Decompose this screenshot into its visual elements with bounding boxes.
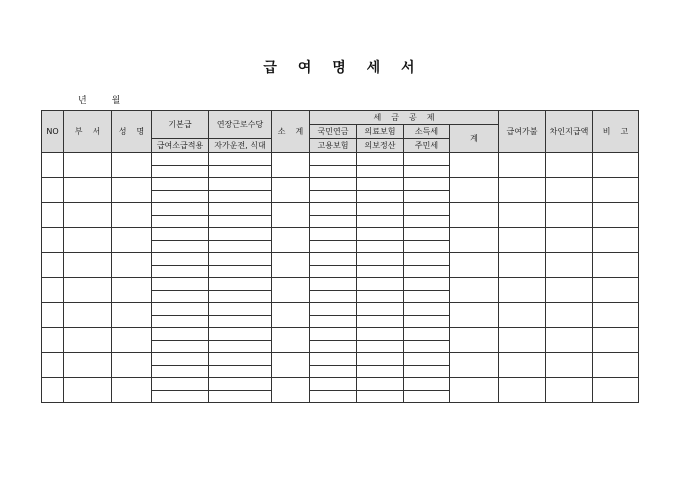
table-row [42, 278, 639, 291]
table-cell[interactable] [272, 178, 310, 203]
table-cell[interactable] [272, 153, 310, 178]
table-cell[interactable] [450, 378, 499, 403]
table-cell[interactable] [310, 203, 357, 216]
table-cell[interactable] [310, 228, 357, 241]
table-cell[interactable] [310, 365, 357, 378]
table-cell[interactable] [209, 253, 272, 266]
table-cell[interactable] [593, 253, 639, 278]
title-char: 급 [263, 60, 279, 76]
col-total: 계 [450, 125, 499, 153]
document-title [0, 57, 680, 77]
table-cell[interactable] [357, 340, 404, 353]
name-char: 명 [136, 127, 145, 136]
table-cell[interactable] [499, 353, 546, 378]
table-row [42, 253, 639, 266]
table-cell[interactable] [112, 153, 152, 178]
table-cell[interactable] [152, 240, 209, 253]
name-char: 성 [118, 127, 127, 136]
table-cell[interactable] [404, 390, 450, 403]
table-cell[interactable] [42, 328, 64, 353]
table-cell[interactable] [546, 303, 593, 328]
table-cell[interactable] [209, 290, 272, 303]
table-cell[interactable] [152, 340, 209, 353]
table-cell[interactable] [209, 278, 272, 291]
table-cell[interactable] [42, 153, 64, 178]
table-cell[interactable] [404, 165, 450, 178]
table-cell[interactable] [272, 303, 310, 328]
table-row [42, 353, 639, 366]
table-cell[interactable] [450, 278, 499, 303]
table-cell[interactable] [152, 178, 209, 191]
col-remarks [593, 111, 639, 153]
table-cell[interactable] [42, 378, 64, 403]
table-cell[interactable] [593, 353, 639, 378]
table-cell[interactable] [310, 278, 357, 291]
col-no: NO [42, 111, 64, 153]
table-cell[interactable] [152, 190, 209, 203]
table-cell[interactable] [152, 253, 209, 266]
table-cell[interactable] [209, 240, 272, 253]
table-row [42, 203, 639, 216]
table-cell[interactable] [404, 365, 450, 378]
table-cell[interactable] [209, 315, 272, 328]
table-cell[interactable] [152, 215, 209, 228]
table-cell[interactable] [357, 215, 404, 228]
table-cell[interactable] [152, 390, 209, 403]
table-cell[interactable] [546, 153, 593, 178]
table-cell[interactable] [42, 303, 64, 328]
col-income-tax: 소득세 [404, 125, 450, 139]
table-cell[interactable] [593, 378, 639, 403]
table-cell[interactable] [64, 278, 112, 303]
table-cell[interactable] [404, 340, 450, 353]
table-cell[interactable] [209, 365, 272, 378]
table-cell[interactable] [499, 253, 546, 278]
table-cell[interactable] [112, 228, 152, 253]
table-cell[interactable] [112, 353, 152, 378]
table-cell[interactable] [593, 303, 639, 328]
col-name [112, 111, 152, 153]
table-cell[interactable] [209, 303, 272, 316]
table-cell[interactable] [357, 290, 404, 303]
table-cell[interactable] [209, 340, 272, 353]
table-cell[interactable] [357, 190, 404, 203]
col-base-pay: 기본급 [152, 111, 209, 139]
table-cell[interactable] [404, 353, 450, 366]
table-cell[interactable] [272, 253, 310, 278]
table-cell[interactable] [152, 353, 209, 366]
table-cell[interactable] [450, 328, 499, 353]
table-cell[interactable] [357, 353, 404, 366]
table-cell[interactable] [42, 253, 64, 278]
table-cell[interactable] [272, 378, 310, 403]
month-label: 월 [111, 96, 121, 106]
col-overtime: 연장근로수당 [209, 111, 272, 139]
table-cell[interactable] [499, 153, 546, 178]
table-cell[interactable] [357, 165, 404, 178]
table-row [42, 153, 639, 166]
table-cell[interactable] [357, 278, 404, 291]
table-cell[interactable] [112, 253, 152, 278]
table-cell[interactable] [42, 278, 64, 303]
table-cell[interactable] [64, 228, 112, 253]
col-meal-allowance: 급여소급적용 [152, 139, 209, 153]
remarks-char: 비 [602, 127, 611, 136]
tax-char: 금 [391, 113, 399, 122]
table-cell[interactable] [357, 365, 404, 378]
table-cell[interactable] [152, 303, 209, 316]
table-cell[interactable] [152, 165, 209, 178]
col-employment: 고용보험 [310, 139, 357, 153]
table-cell[interactable] [404, 328, 450, 341]
col-resident-tax: 주민세 [404, 139, 450, 153]
table-row [42, 228, 639, 241]
table-cell[interactable] [593, 178, 639, 203]
table-cell[interactable] [310, 215, 357, 228]
table-cell[interactable] [546, 278, 593, 303]
table-row [42, 303, 639, 316]
table-cell[interactable] [357, 240, 404, 253]
title-char: 여 [297, 60, 314, 76]
table-cell[interactable] [450, 178, 499, 203]
table-cell[interactable] [404, 315, 450, 328]
table-cell[interactable] [310, 303, 357, 316]
table-cell[interactable] [209, 165, 272, 178]
table-row [42, 328, 639, 341]
table-cell[interactable] [404, 253, 450, 266]
year-label: 년 [78, 96, 87, 106]
table-cell[interactable] [209, 390, 272, 403]
table-cell[interactable] [64, 203, 112, 228]
table-cell[interactable] [499, 178, 546, 203]
table-cell[interactable] [404, 153, 450, 166]
table-cell[interactable] [112, 378, 152, 403]
table-cell[interactable] [357, 203, 404, 216]
table-cell[interactable] [450, 253, 499, 278]
table-cell[interactable] [310, 240, 357, 253]
table-cell[interactable] [404, 190, 450, 203]
table-cell[interactable] [152, 265, 209, 278]
table-cell[interactable] [310, 390, 357, 403]
table-cell[interactable] [310, 290, 357, 303]
table-cell[interactable] [357, 315, 404, 328]
table-cell[interactable] [404, 290, 450, 303]
table-cell[interactable] [593, 278, 639, 303]
table-cell[interactable] [152, 328, 209, 341]
table-cell[interactable] [152, 153, 209, 166]
table-cell[interactable] [404, 215, 450, 228]
table-cell[interactable] [546, 253, 593, 278]
col-net-pay: 차인지급액 [546, 111, 593, 153]
table-cell[interactable] [357, 378, 404, 391]
table-cell[interactable] [42, 353, 64, 378]
table-cell[interactable] [450, 153, 499, 178]
table-cell[interactable] [112, 203, 152, 228]
table-cell[interactable] [272, 228, 310, 253]
table-cell[interactable] [272, 278, 310, 303]
period-label [78, 93, 120, 106]
table-cell[interactable] [209, 265, 272, 278]
table-cell[interactable] [64, 353, 112, 378]
table-cell[interactable] [209, 178, 272, 191]
table-cell[interactable] [152, 203, 209, 216]
table-cell[interactable] [112, 303, 152, 328]
table-cell[interactable] [357, 265, 404, 278]
tax-char: 공 [409, 113, 417, 122]
table-cell[interactable] [450, 203, 499, 228]
table-cell[interactable] [209, 215, 272, 228]
table-cell[interactable] [42, 178, 64, 203]
table-cell[interactable] [310, 353, 357, 366]
subtotal-char: 계 [295, 127, 304, 136]
table-cell[interactable] [310, 328, 357, 341]
title-char: 명 [332, 60, 348, 76]
table-cell[interactable] [404, 228, 450, 241]
table-cell[interactable] [64, 153, 112, 178]
col-subtotal [272, 111, 310, 153]
table-cell[interactable] [404, 265, 450, 278]
table-cell[interactable] [593, 203, 639, 228]
tax-char: 제 [426, 113, 435, 122]
table-cell[interactable] [310, 190, 357, 203]
table-cell[interactable] [499, 203, 546, 228]
table-cell[interactable] [357, 390, 404, 403]
header-row-1 [42, 111, 639, 125]
table-cell[interactable] [64, 378, 112, 403]
table-cell[interactable] [152, 228, 209, 241]
table-cell[interactable] [64, 328, 112, 353]
table-cell[interactable] [357, 253, 404, 266]
table-cell[interactable] [546, 178, 593, 203]
table-cell[interactable] [357, 178, 404, 191]
table-cell[interactable] [499, 328, 546, 353]
table-cell[interactable] [310, 265, 357, 278]
col-pension: 국민연금 [310, 125, 357, 139]
table-cell[interactable] [450, 303, 499, 328]
col-dept [64, 111, 112, 153]
table-cell[interactable] [499, 228, 546, 253]
table-cell[interactable] [310, 253, 357, 266]
table-cell[interactable] [499, 378, 546, 403]
table-cell[interactable] [112, 278, 152, 303]
table-cell[interactable] [209, 228, 272, 241]
table-cell[interactable] [272, 203, 310, 228]
table-cell[interactable] [152, 290, 209, 303]
table-cell[interactable] [404, 278, 450, 291]
table-cell[interactable] [42, 203, 64, 228]
remarks-char: 고 [620, 127, 629, 136]
table-cell[interactable] [64, 178, 112, 203]
table-cell[interactable] [112, 178, 152, 203]
table-cell[interactable] [499, 303, 546, 328]
table-cell[interactable] [404, 178, 450, 191]
col-advance: 급여가불 [499, 111, 546, 153]
table-cell[interactable] [209, 378, 272, 391]
table-cell[interactable] [404, 240, 450, 253]
table-cell[interactable] [310, 165, 357, 178]
table-cell[interactable] [310, 378, 357, 391]
table-cell[interactable] [209, 353, 272, 366]
dept-char: 서 [92, 127, 101, 136]
table-cell[interactable] [450, 353, 499, 378]
col-health: 의료보험 [357, 125, 404, 139]
col-health-settle: 의보정산 [357, 139, 404, 153]
table-cell[interactable] [272, 353, 310, 378]
table-cell[interactable] [357, 228, 404, 241]
table-cell[interactable] [546, 328, 593, 353]
table-cell[interactable] [310, 315, 357, 328]
title-char: 세 [366, 60, 383, 76]
table-cell[interactable] [404, 378, 450, 391]
table-cell[interactable] [209, 328, 272, 341]
table-cell[interactable] [152, 315, 209, 328]
table-cell[interactable] [450, 228, 499, 253]
table-cell[interactable] [272, 328, 310, 353]
table-cell[interactable] [546, 203, 593, 228]
table-cell[interactable] [357, 303, 404, 316]
table-cell[interactable] [42, 228, 64, 253]
tax-char: 세 [373, 113, 382, 122]
payroll-table [41, 110, 639, 403]
dept-char: 부 [74, 127, 83, 136]
table-cell[interactable] [546, 353, 593, 378]
table-row [42, 178, 639, 191]
table-cell[interactable] [546, 228, 593, 253]
table-cell[interactable] [152, 378, 209, 391]
col-car-meal: 자가운전, 식대 [209, 139, 272, 153]
table-row [42, 378, 639, 391]
table-cell[interactable] [310, 340, 357, 353]
table-cell[interactable] [64, 303, 112, 328]
table-cell[interactable] [209, 153, 272, 166]
table-cell[interactable] [112, 328, 152, 353]
table-cell[interactable] [404, 303, 450, 316]
table-cell[interactable] [546, 378, 593, 403]
table-cell[interactable] [593, 153, 639, 178]
table-cell[interactable] [152, 365, 209, 378]
table-cell[interactable] [64, 253, 112, 278]
title-char: 서 [401, 60, 417, 76]
table-cell[interactable] [593, 228, 639, 253]
table-cell[interactable] [152, 278, 209, 291]
table-cell[interactable] [357, 153, 404, 166]
table-cell[interactable] [404, 203, 450, 216]
table-cell[interactable] [310, 178, 357, 191]
table-cell[interactable] [499, 278, 546, 303]
table-cell[interactable] [209, 190, 272, 203]
table-cell[interactable] [209, 203, 272, 216]
subtotal-char: 소 [277, 127, 286, 136]
table-cell[interactable] [310, 153, 357, 166]
table-cell[interactable] [357, 328, 404, 341]
col-tax-deduction [310, 111, 499, 125]
table-cell[interactable] [593, 328, 639, 353]
